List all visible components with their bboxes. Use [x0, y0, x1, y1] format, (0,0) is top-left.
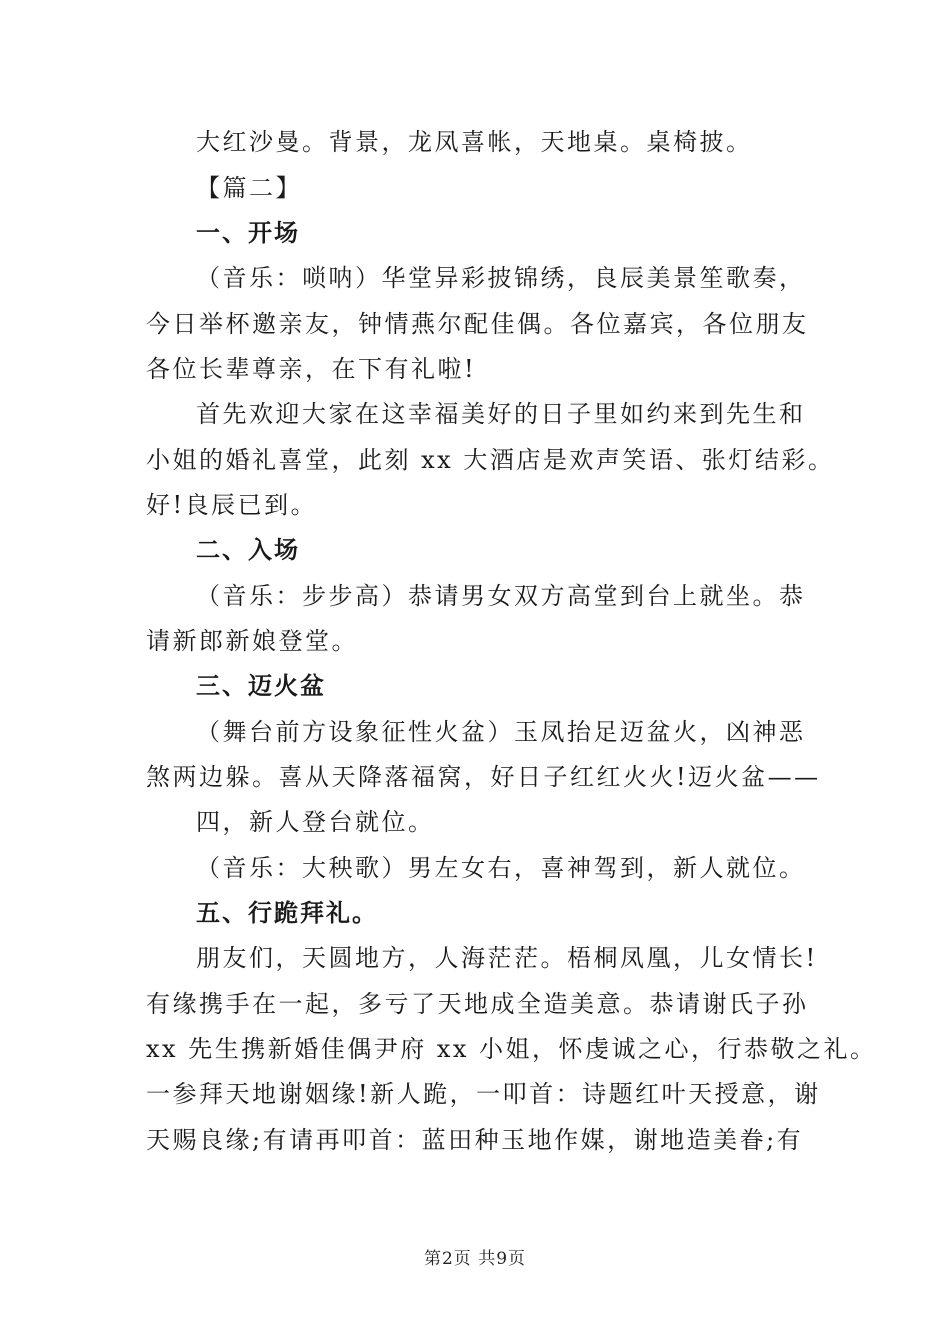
paragraph-line: 大红沙曼。背景，龙凤喜帐，天地桌。桌椅披。 [196, 128, 753, 156]
paragraph-line: 四，新人登台就位。 [196, 808, 435, 836]
page-footer: 第2页 共9页 [423, 1249, 527, 1269]
paragraph-line: 小姐的婚礼喜堂，此刻 xx 大酒店是欢声笑语、张灯结彩。 [146, 446, 835, 474]
paragraph-line: xx 先生携新婚佳偶尹府 xx 小姐，怀虔诚之心，行恭敬之礼。 [146, 1035, 877, 1063]
paragraph-line: 请新郎新娘登堂。 [146, 627, 358, 655]
section-label: 【篇二】 [196, 174, 302, 202]
heading-entrance: 二、入场 [196, 536, 300, 564]
paragraph-line: （音乐：唢呐）华堂异彩披锦绣，良辰美景笙歌奏， [196, 264, 806, 292]
heading-opening: 一、开场 [196, 219, 300, 247]
paragraph-line: 一参拜天地谢姻缘!新人跪，一叩首：诗题红叶天授意，谢 [146, 1080, 821, 1108]
paragraph-line: 朋友们，天圆地方，人海茫茫。梧桐凤凰，儿女情长! [196, 944, 818, 972]
paragraph-line: 首先欢迎大家在这幸福美好的日子里如约来到先生和 [196, 400, 806, 428]
paragraph-line: 有缘携手在一起，多亏了天地成全造美意。恭请谢氏子孙 [146, 990, 809, 1018]
paragraph-line: 各位长辈尊亲，在下有礼啦! [146, 355, 477, 383]
paragraph-line: 好!良辰已到。 [146, 491, 318, 519]
paragraph-line: 今日举杯邀亲友，钟情燕尔配佳偶。各位嘉宾，各位朋友 [146, 310, 809, 338]
paragraph-line: 煞两边躲。喜从天降落福窝，好日子红红火火!迈火盆—— [146, 763, 821, 791]
paragraph-line: （舞台前方设象征性火盆）玉凤抬足迈盆火，凶神恶 [196, 718, 806, 746]
heading-fire-basin: 三、迈火盆 [196, 672, 326, 700]
paragraph-line: 天赐良缘;有请再叩首：蓝田种玉地作媒，谢地造美眷;有 [146, 1126, 804, 1154]
paragraph-line: （音乐：大秧歌）男左女右，喜神驾到，新人就位。 [196, 854, 806, 882]
paragraph-line: （音乐：步步高）恭请男女双方高堂到台上就坐。恭 [196, 582, 806, 610]
heading-kneeling-ceremony: 五、行跪拜礼。 [196, 899, 378, 927]
